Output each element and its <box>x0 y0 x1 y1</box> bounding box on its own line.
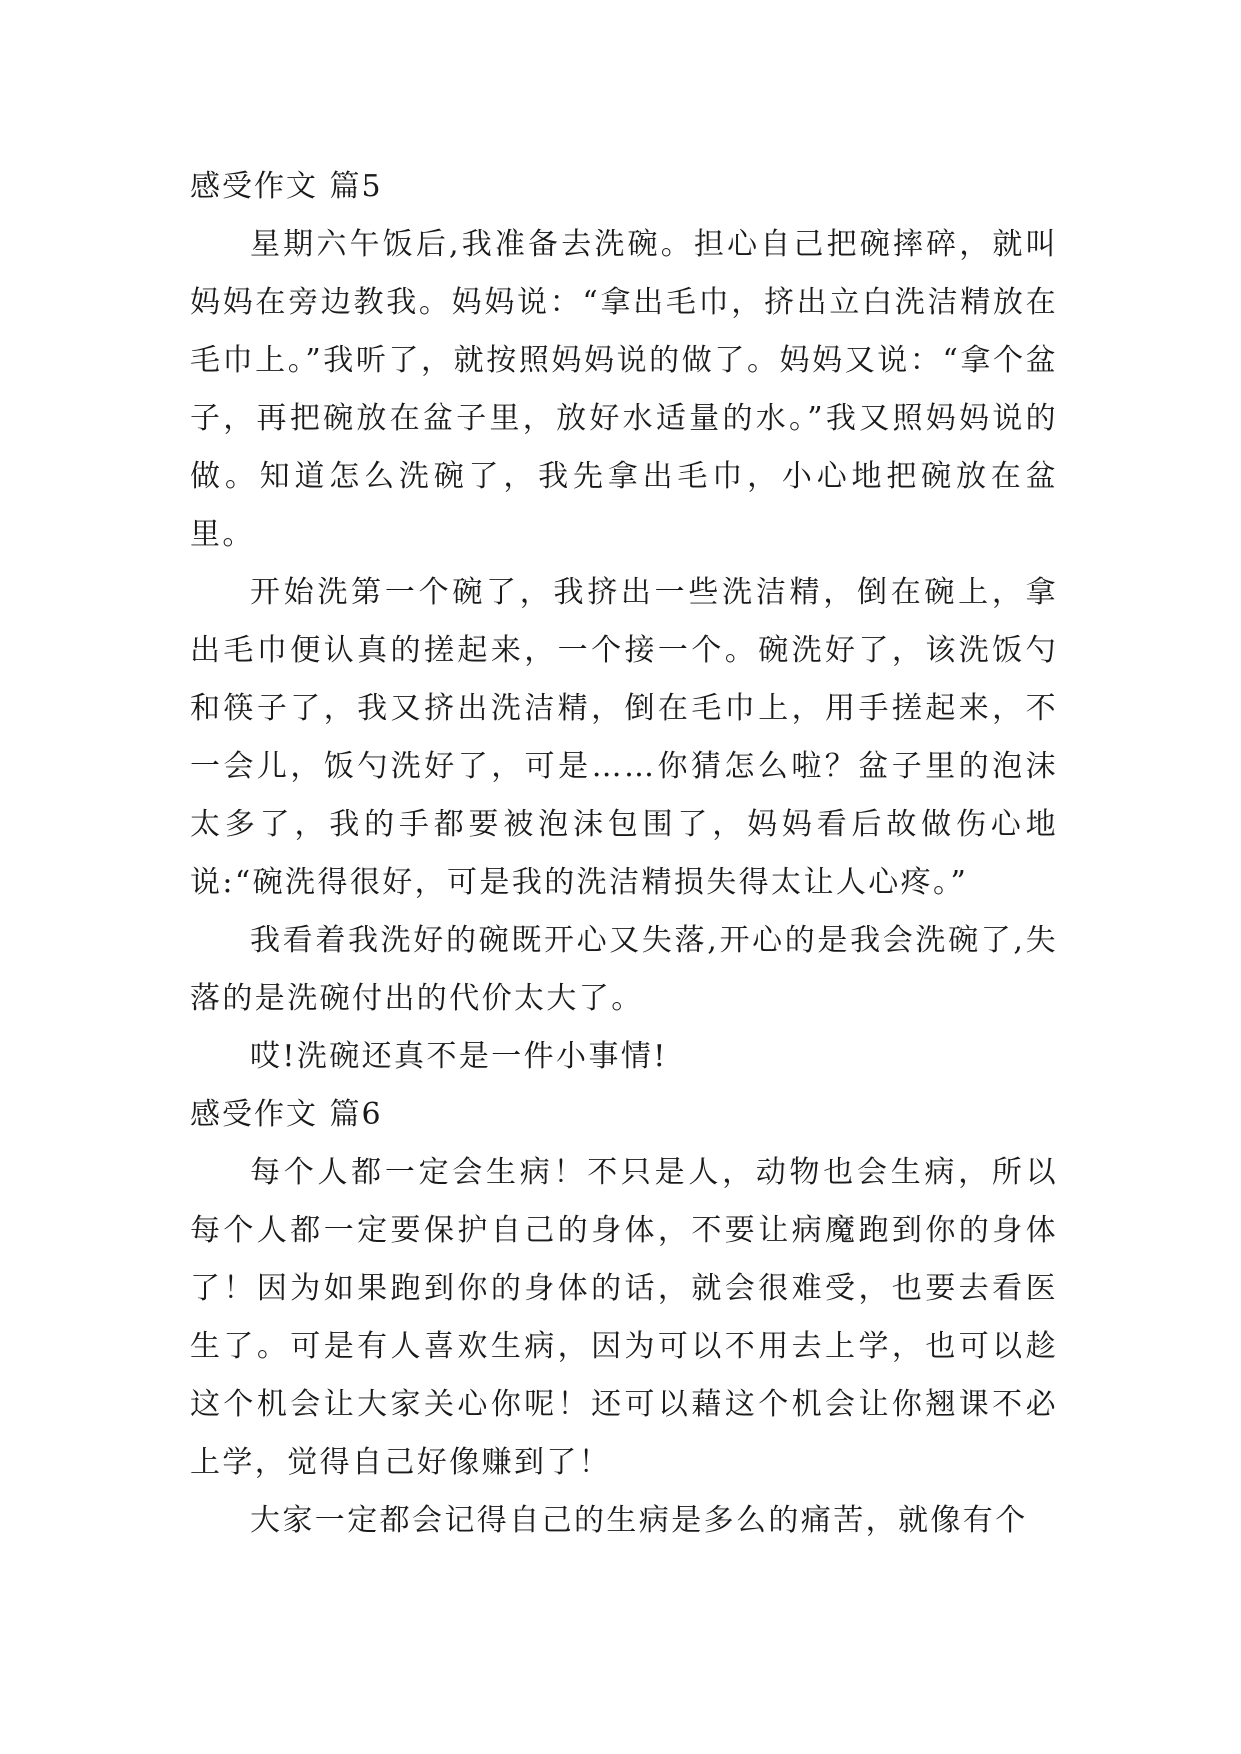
document-body <box>190 158 1058 1550</box>
paragraph: 大家一定都会记得自己的生病是多么的痛苦，就像有个 <box>250 1503 1028 1538</box>
essay-section-6 <box>190 1086 1058 1550</box>
section-title: 感受作文 篇5 <box>190 169 383 204</box>
paragraph: 开始洗第一个碗了，我挤出一些洗洁精，倒在碗上，拿出毛巾便认真的搓起来，一个接一个。碗洗好了，该洗饭勺和筷子了，我又挤出洗洁精，倒在毛巾上，用手搓起来，不一会儿，饭勺洗好了，可是……你猜怎么啦？盆子里的泡沫太多了，我的手都要被泡沫包围了，妈妈看后故做伤心地说:“碗洗得很好，可是我的洗洁精损失得太让人心疼。” <box>190 575 1058 900</box>
essay-section-5 <box>190 158 1058 1086</box>
paragraph: 我看着我洗好的碗既开心又失落,开心的是我会洗碗了,失落的是洗碗付出的代价太大了。 <box>190 923 1058 1016</box>
paragraph: 哎!洗碗还真不是一件小事情! <box>250 1039 668 1074</box>
section-title: 感受作文 篇6 <box>190 1097 383 1132</box>
paragraph: 星期六午饭后,我准备去洗碗。担心自己把碗摔碎，就叫妈妈在旁边教我。妈妈说：“拿出毛巾，挤出立白洗洁精放在毛巾上。”我听了，就按照妈妈说的做了。妈妈又说：“拿个盆子，再把碗放在盆子里，放好水适量的水。”我又照妈妈说的做。知道怎么洗碗了，我先拿出毛巾，小心地把碗放在盆里。 <box>190 227 1058 552</box>
paragraph: 每个人都一定会生病！不只是人，动物也会生病，所以每个人都一定要保护自己的身体，不要让病魔跑到你的身体了！因为如果跑到你的身体的话，就会很难受，也要去看医生了。可是有人喜欢生病，因为可以不用去上学，也可以趁这个机会让大家关心你呢！还可以藉这个机会让你翘课不必上学，觉得自己好像赚到了！ <box>190 1155 1058 1480</box>
